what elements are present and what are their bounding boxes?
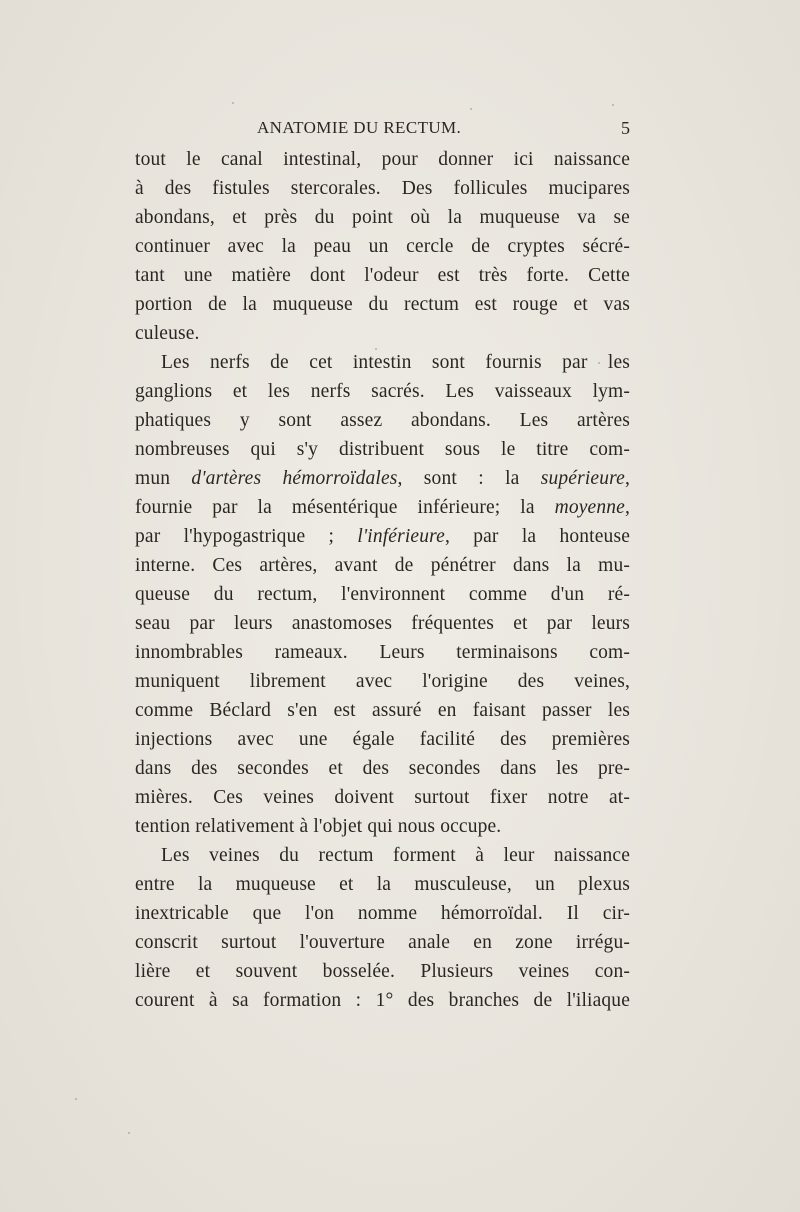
text-line: comme Béclard s'en est assuré en faisant passer les [135,700,630,721]
text-line: à des fistules stercorales. Des follicules mucipares [135,178,630,199]
running-head-title: ANATOMIE DU RECTUM. [257,118,462,137]
text-line: tout le canal intestinal, pour donner ici naissance [135,149,630,170]
body-text [135,145,630,1015]
text-line: dans des secondes et des secondes dans les pre- [135,758,630,779]
italic-run: moyenne [554,497,625,518]
text-line: interne. Ces artères, avant de pénétrer dans la mu- [135,555,630,576]
text-line: ganglions et les nerfs sacrés. Les vaisseaux lym- [135,381,630,402]
text-line-with-italics [135,493,630,522]
text-line: nombreuses qui s'y distribuent sous le titre com- [135,439,630,460]
italic-run: d'artères hémorroïdales [191,468,398,489]
paper-speck [128,1132,130,1134]
text-line: tention relativement à l'objet qui nous occupe. [135,816,502,837]
text-line: muniquent librement avec l'origine des veines, [135,671,630,692]
text-line: abondans, et près du point où la muqueuse va se [135,207,630,228]
text-line: innombrables rameaux. Leurs terminaisons com- [135,642,630,663]
text-line: lière et souvent bosselée. Plusieurs veines con- [135,961,630,982]
text-line: queuse du rectum, l'environnent comme d'un ré- [135,584,630,605]
italic-run: l'inférieure [357,526,445,547]
page-number: 5 [621,118,630,138]
text-run: , sont : la [397,468,541,489]
text-line: inextricable que l'on nomme hémorroïdal. Il cir- [135,903,630,924]
text-line-with-italics [135,464,630,493]
text-run: par l'hypogastrique ; [135,526,358,547]
text-line: tant une matière dont l'odeur est très forte. Cette [135,265,630,286]
text-line: entre la muqueuse et la musculeuse, un plexus [135,874,630,895]
paper-speck [470,108,472,110]
paper-speck [75,1098,77,1100]
text-run: , [624,497,630,518]
text-line: courent à sa formation : 1° des branches de l'iliaque [135,990,630,1011]
paragraph-first-line: Les nerfs de cet intestin sont fournis par les [161,352,630,373]
text-run: , par la honteuse [444,526,630,547]
text-run: mun [135,468,192,489]
running-head [135,116,630,140]
text-line: injections avec une égale facilité des premières [135,729,630,750]
text-run: fournie par la mésentérique inférieure; la [135,497,555,518]
paper-speck [612,104,614,106]
text-line: mières. Ces veines doivent surtout fixer notre at- [135,787,630,808]
text-line: phatiques y sont assez abondans. Les artères [135,410,630,431]
text-line-with-italics [135,522,630,551]
paragraph-first-line: Les veines du rectum forment à leur naissance [161,845,630,866]
text-line: conscrit surtout l'ouverture anale en zone irrégu- [135,932,630,953]
text-line: seau par leurs anastomoses fréquentes et par leurs [135,613,630,634]
text-line: culeuse. [135,323,200,344]
italic-run: supérieure [540,468,625,489]
text-run: , [624,468,630,489]
text-line: continuer avec la peau un cercle de cryptes sécré- [135,236,630,257]
text-line: portion de la muqueuse du rectum est rouge et vas [135,294,630,315]
paper-speck [232,102,234,104]
